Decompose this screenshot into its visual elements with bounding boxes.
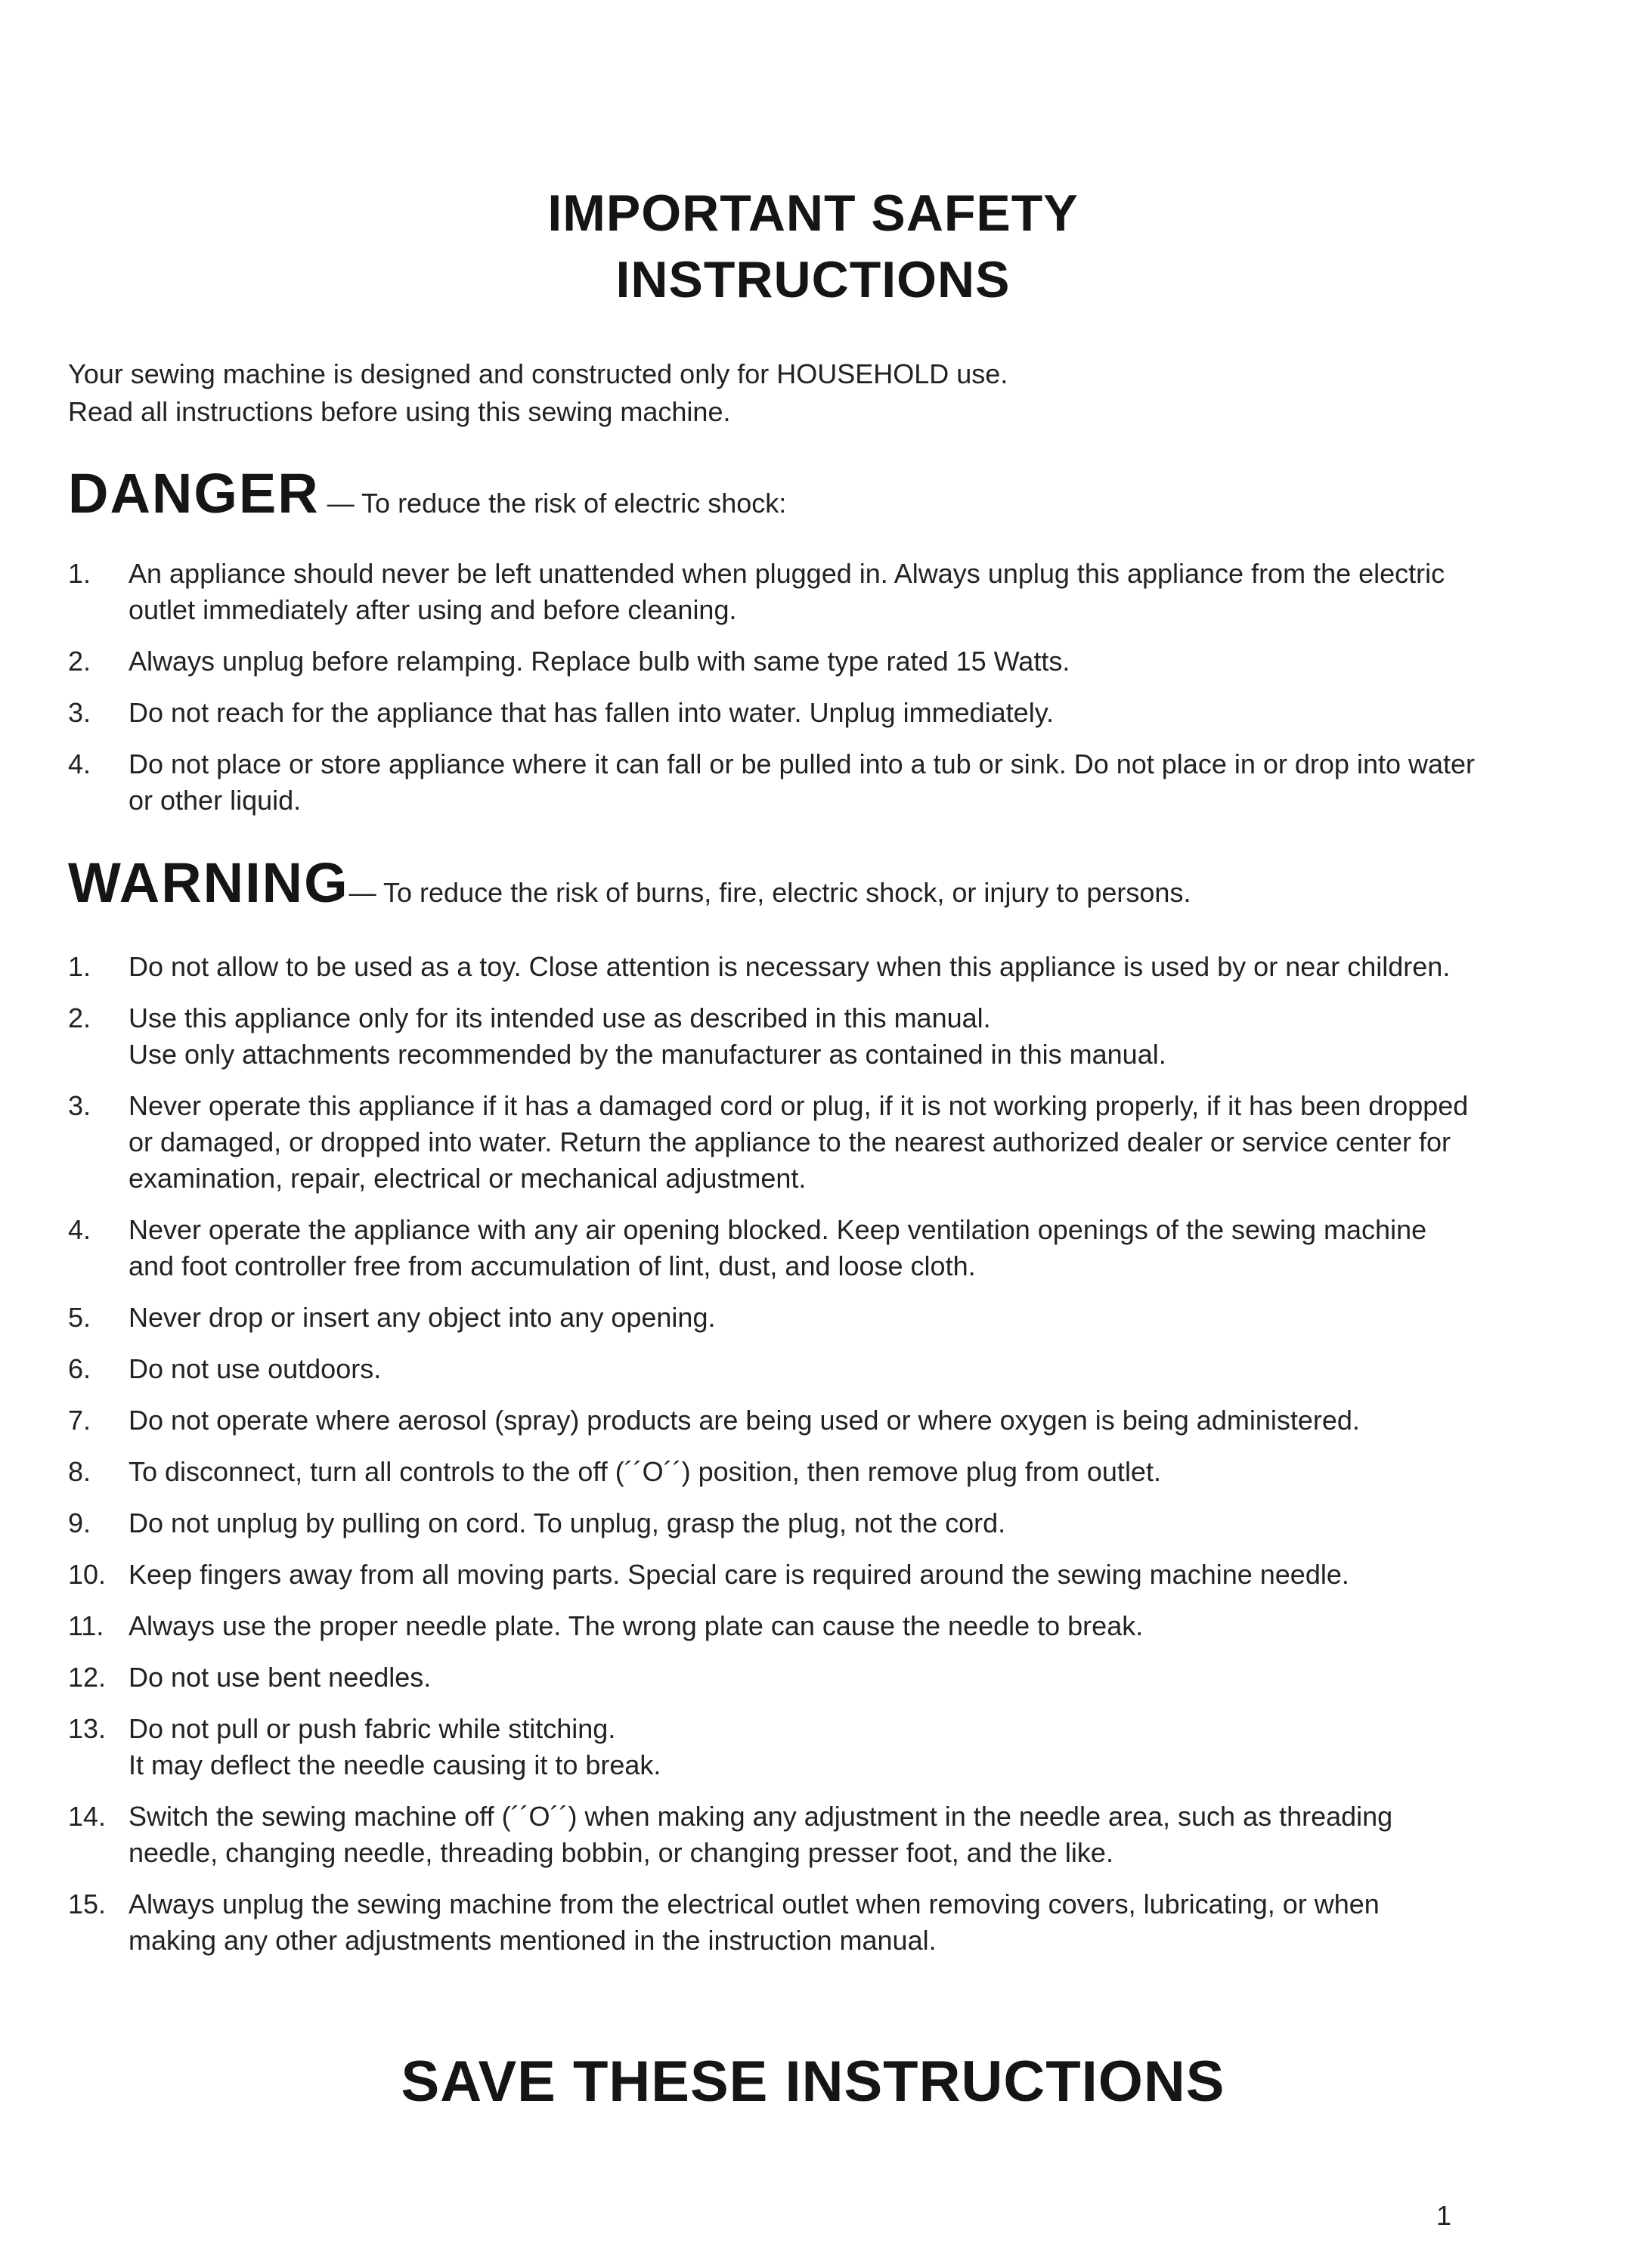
item-text-line: examination, repair, electrical or mechanical adjustment. <box>129 1163 807 1194</box>
warning-item <box>68 1000 1519 1073</box>
item-text-line: Do not unplug by pulling on cord. To unplug, grasp the plug, not the cord. <box>129 1507 1006 1538</box>
item-text-line: Keep fingers away from all moving parts. Special care is required around the sewing machine needle. <box>129 1559 1349 1590</box>
item-number: 14. <box>68 1801 107 1832</box>
warning-item <box>68 1454 1519 1490</box>
danger-item <box>68 556 1519 628</box>
danger-list <box>68 556 1519 834</box>
warning-label: WARNING <box>68 851 349 914</box>
item-number: 7. <box>68 1405 91 1436</box>
danger-heading <box>68 461 786 525</box>
item-text-line: Never operate the appliance with any air opening blocked. Keep ventilation openings of the sewing machine <box>129 1214 1427 1245</box>
item-text-line: Do not use bent needles. <box>129 1662 432 1693</box>
save-instructions-heading: SAVE THESE INSTRUCTIONS <box>401 2050 1225 2114</box>
item-number: 11. <box>68 1610 104 1641</box>
warning-item <box>68 1886 1519 1959</box>
item-text-line: Use this appliance only for its intended use as described in this manual. <box>129 1002 991 1033</box>
item-text-line: Always unplug before relamping. Replace bulb with same type rated 15 Watts. <box>129 646 1070 677</box>
warning-item <box>68 1711 1519 1783</box>
warning-item <box>68 1608 1519 1644</box>
item-text-line: making any other adjustments mentioned in the instruction manual. <box>129 1925 937 1956</box>
item-text-line: It may deflect the needle causing it to break. <box>129 1749 661 1780</box>
item-number: 6. <box>68 1353 91 1384</box>
item-number: 10. <box>68 1559 107 1590</box>
danger-item <box>68 746 1519 819</box>
item-number: 13. <box>68 1713 107 1744</box>
warning-item <box>68 1351 1519 1387</box>
warning-heading <box>68 850 1191 915</box>
item-text-line: Use only attachments recommended by the manufacturer as contained in this manual. <box>129 1039 1166 1070</box>
item-number: 2. <box>68 1002 91 1033</box>
item-text-line: Always unplug the sewing machine from the electrical outlet when removing covers, lubricating, or when <box>129 1888 1380 1919</box>
item-text-line: outlet immediately after using and before cleaning. <box>129 594 737 625</box>
warning-item <box>68 1300 1519 1336</box>
item-text-line: Do not reach for the appliance that has fallen into water. Unplug immediately. <box>129 697 1055 728</box>
item-number: 1. <box>68 558 91 589</box>
intro-text <box>68 355 1008 431</box>
item-text-line: or other liquid. <box>129 785 302 816</box>
warning-item <box>68 1557 1519 1593</box>
warning-item <box>68 1505 1519 1541</box>
item-number: 3. <box>68 697 91 728</box>
item-text-line: Never drop or insert any object into any opening. <box>129 1302 716 1333</box>
item-text-line: needle, changing needle, threading bobbin, or changing presser foot, and the like. <box>129 1837 1113 1868</box>
title-line-1: IMPORTANT SAFETY <box>547 184 1079 242</box>
danger-item <box>68 643 1519 680</box>
item-text-line: To disconnect, turn all controls to the off (´´O´´) position, then remove plug from outlet. <box>129 1456 1161 1487</box>
warning-item <box>68 1402 1519 1439</box>
item-number: 4. <box>68 748 91 779</box>
warning-item <box>68 1799 1519 1871</box>
item-text-line: Do not pull or push fabric while stitching. <box>129 1713 616 1744</box>
warning-list <box>68 949 1519 1974</box>
warning-item <box>68 1088 1519 1197</box>
warning-item <box>68 1659 1519 1696</box>
item-number: 1. <box>68 951 91 982</box>
item-number: 15. <box>68 1888 107 1919</box>
item-text-line: Do not use outdoors. <box>129 1353 382 1384</box>
danger-subheading: — To reduce the risk of electric shock: <box>319 488 787 519</box>
danger-item <box>68 695 1519 731</box>
item-text-line: Do not place or store appliance where it can fall or be pulled into a tub or sink. Do not place in or drop into water <box>129 748 1476 779</box>
item-number: 8. <box>68 1456 91 1487</box>
title-line-2: INSTRUCTIONS <box>615 251 1011 308</box>
item-text-line: Switch the sewing machine off (´´O´´) when making any adjustment in the needle area, such as threading <box>129 1801 1393 1832</box>
item-text-line: and foot controller free from accumulation of lint, dust, and loose cloth. <box>129 1250 976 1281</box>
item-text-line: Never operate this appliance if it has a damaged cord or plug, if it is not working properly, if it has been dropped <box>129 1090 1469 1121</box>
item-text-line: Do not allow to be used as a toy. Close attention is necessary when this appliance is used by or near children. <box>129 951 1451 982</box>
warning-subheading: — To reduce the risk of burns, fire, electric shock, or injury to persons. <box>348 877 1191 908</box>
page-title <box>0 180 1626 313</box>
item-number: 12. <box>68 1662 107 1693</box>
warning-item <box>68 949 1519 985</box>
item-text-line: An appliance should never be left unattended when plugged in. Always unplug this appliance from the electric <box>129 558 1445 589</box>
item-number: 9. <box>68 1507 91 1538</box>
intro-line-2: Read all instructions before using this sewing machine. <box>68 396 731 427</box>
item-number: 5. <box>68 1302 91 1333</box>
warning-item <box>68 1212 1519 1284</box>
intro-line-1: Your sewing machine is designed and constructed only for HOUSEHOLD use. <box>68 358 1008 389</box>
item-text-line: Do not operate where aerosol (spray) products are being used or where oxygen is being administered. <box>129 1405 1360 1436</box>
item-number: 4. <box>68 1214 91 1245</box>
danger-label: DANGER <box>68 462 320 525</box>
item-text-line: Always use the proper needle plate. The wrong plate can cause the needle to break. <box>129 1610 1144 1641</box>
page-number: 1 <box>1436 2200 1452 2231</box>
item-text-line: or damaged, or dropped into water. Return the appliance to the nearest authorized dealer or service center for <box>129 1126 1451 1157</box>
item-number: 3. <box>68 1090 91 1121</box>
item-number: 2. <box>68 646 91 677</box>
